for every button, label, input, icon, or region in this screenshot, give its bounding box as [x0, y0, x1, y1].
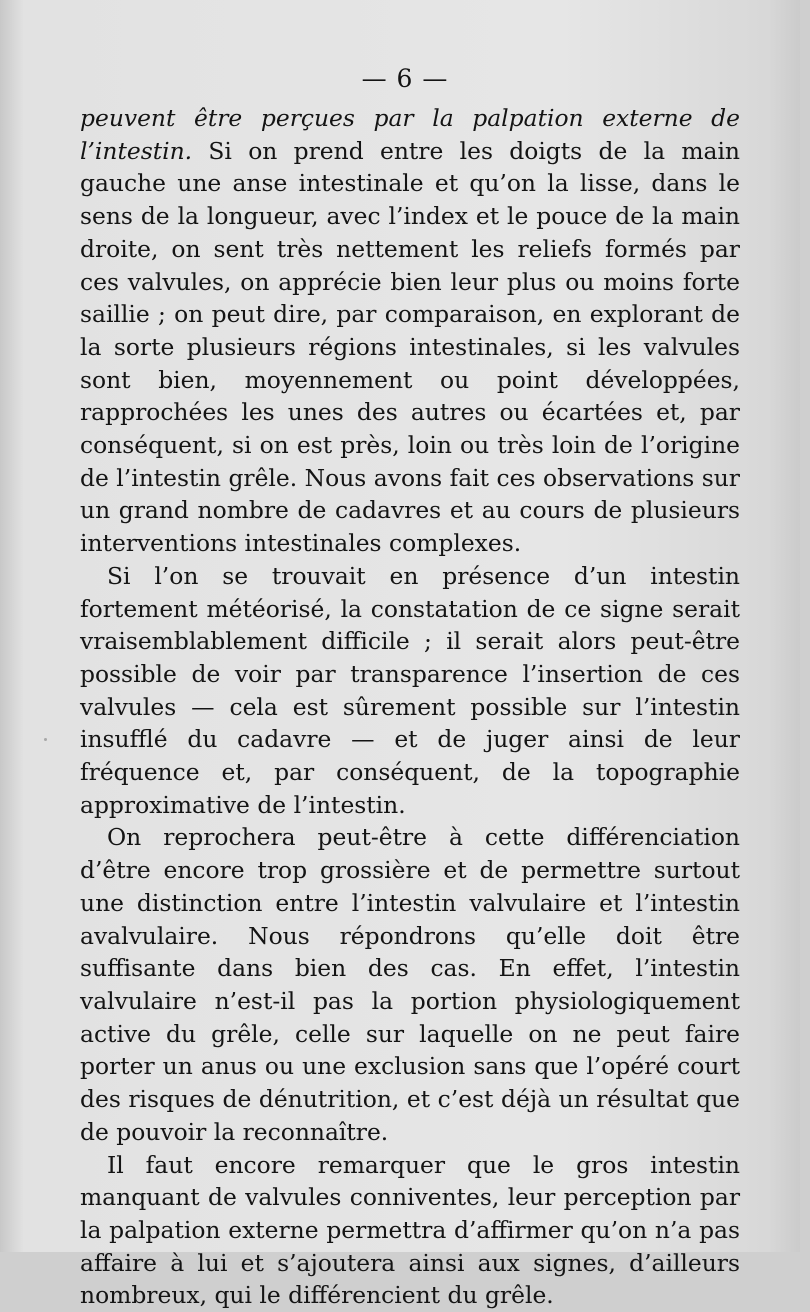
page-number: — 6 — — [0, 62, 810, 96]
body-text — [80, 102, 740, 1312]
paragraph-1-italic-lead: peuvent être perçues par la palpation externe de l’intestin. — [80, 104, 740, 165]
paper-speck — [44, 738, 47, 741]
paper-speck — [485, 1160, 487, 1162]
paragraph-3: On reprochera peut-être à cette différenciation d’être encore trop grossière et de permettre surtout une distinction entre l’intestin valvulaire et l’intestin avalvulaire. Nous répondrons qu’elle doit être suffisante dans bien des cas. En effet, l’intestin valvulaire n’est-il pas la portion physiologiquement active du grêle, celle sur laquelle on ne peut faire porter un anus ou une exclusion sans que l’opéré court des risques de dénutrition, et c’est déjà un résultat que de pouvoir la reconnaître. — [80, 821, 740, 1148]
paragraph-1-text: Si on prend entre les doigts de la main gauche une anse intestinale et qu’on la lisse, dans le sens de la longueur, avec l’index et le pouce de la main droite, on sent très nettement les reliefs formés par ces valvules, on apprécie bien leur plus ou moins forte saillie ; on peut dire, par comparaison, en explorant de la sorte plusieurs régions intestinales, si les valvules sont bien, moyennement ou point développées, rapprochées les unes des autres ou écartées et, par conséquent, si on est près, loin ou très loin de l’origine de l’intestin grêle. Nous avons fait ces observations sur un grand nombre de cadavres et au cours de plusieurs interventions intestinales complexes. — [80, 137, 740, 557]
paragraph-2: Si l’on se trouvait en présence d’un intestin fortement météorisé, la constatation de ce signe serait vraisemblablement difficile ; il serait alors peut-être possible de voir par transparence l’insertion de ces valvules — cela est sûrement possible sur l’intestin insufflé du cadavre — et de juger ainsi de leur fréquence et, par conséquent, de la topographie approximative de l’intestin. — [80, 560, 740, 822]
paragraph-1 — [80, 102, 740, 560]
paragraph-4: Il faut encore remarquer que le gros intestin manquant de valvules conniventes, leur perception par la palpation externe permettra d’affirmer qu’on n’a pas affaire à lui et s’ajoutera ainsi aux signes, d’ailleurs nombreux, qui le différencient du grêle. — [80, 1149, 740, 1312]
